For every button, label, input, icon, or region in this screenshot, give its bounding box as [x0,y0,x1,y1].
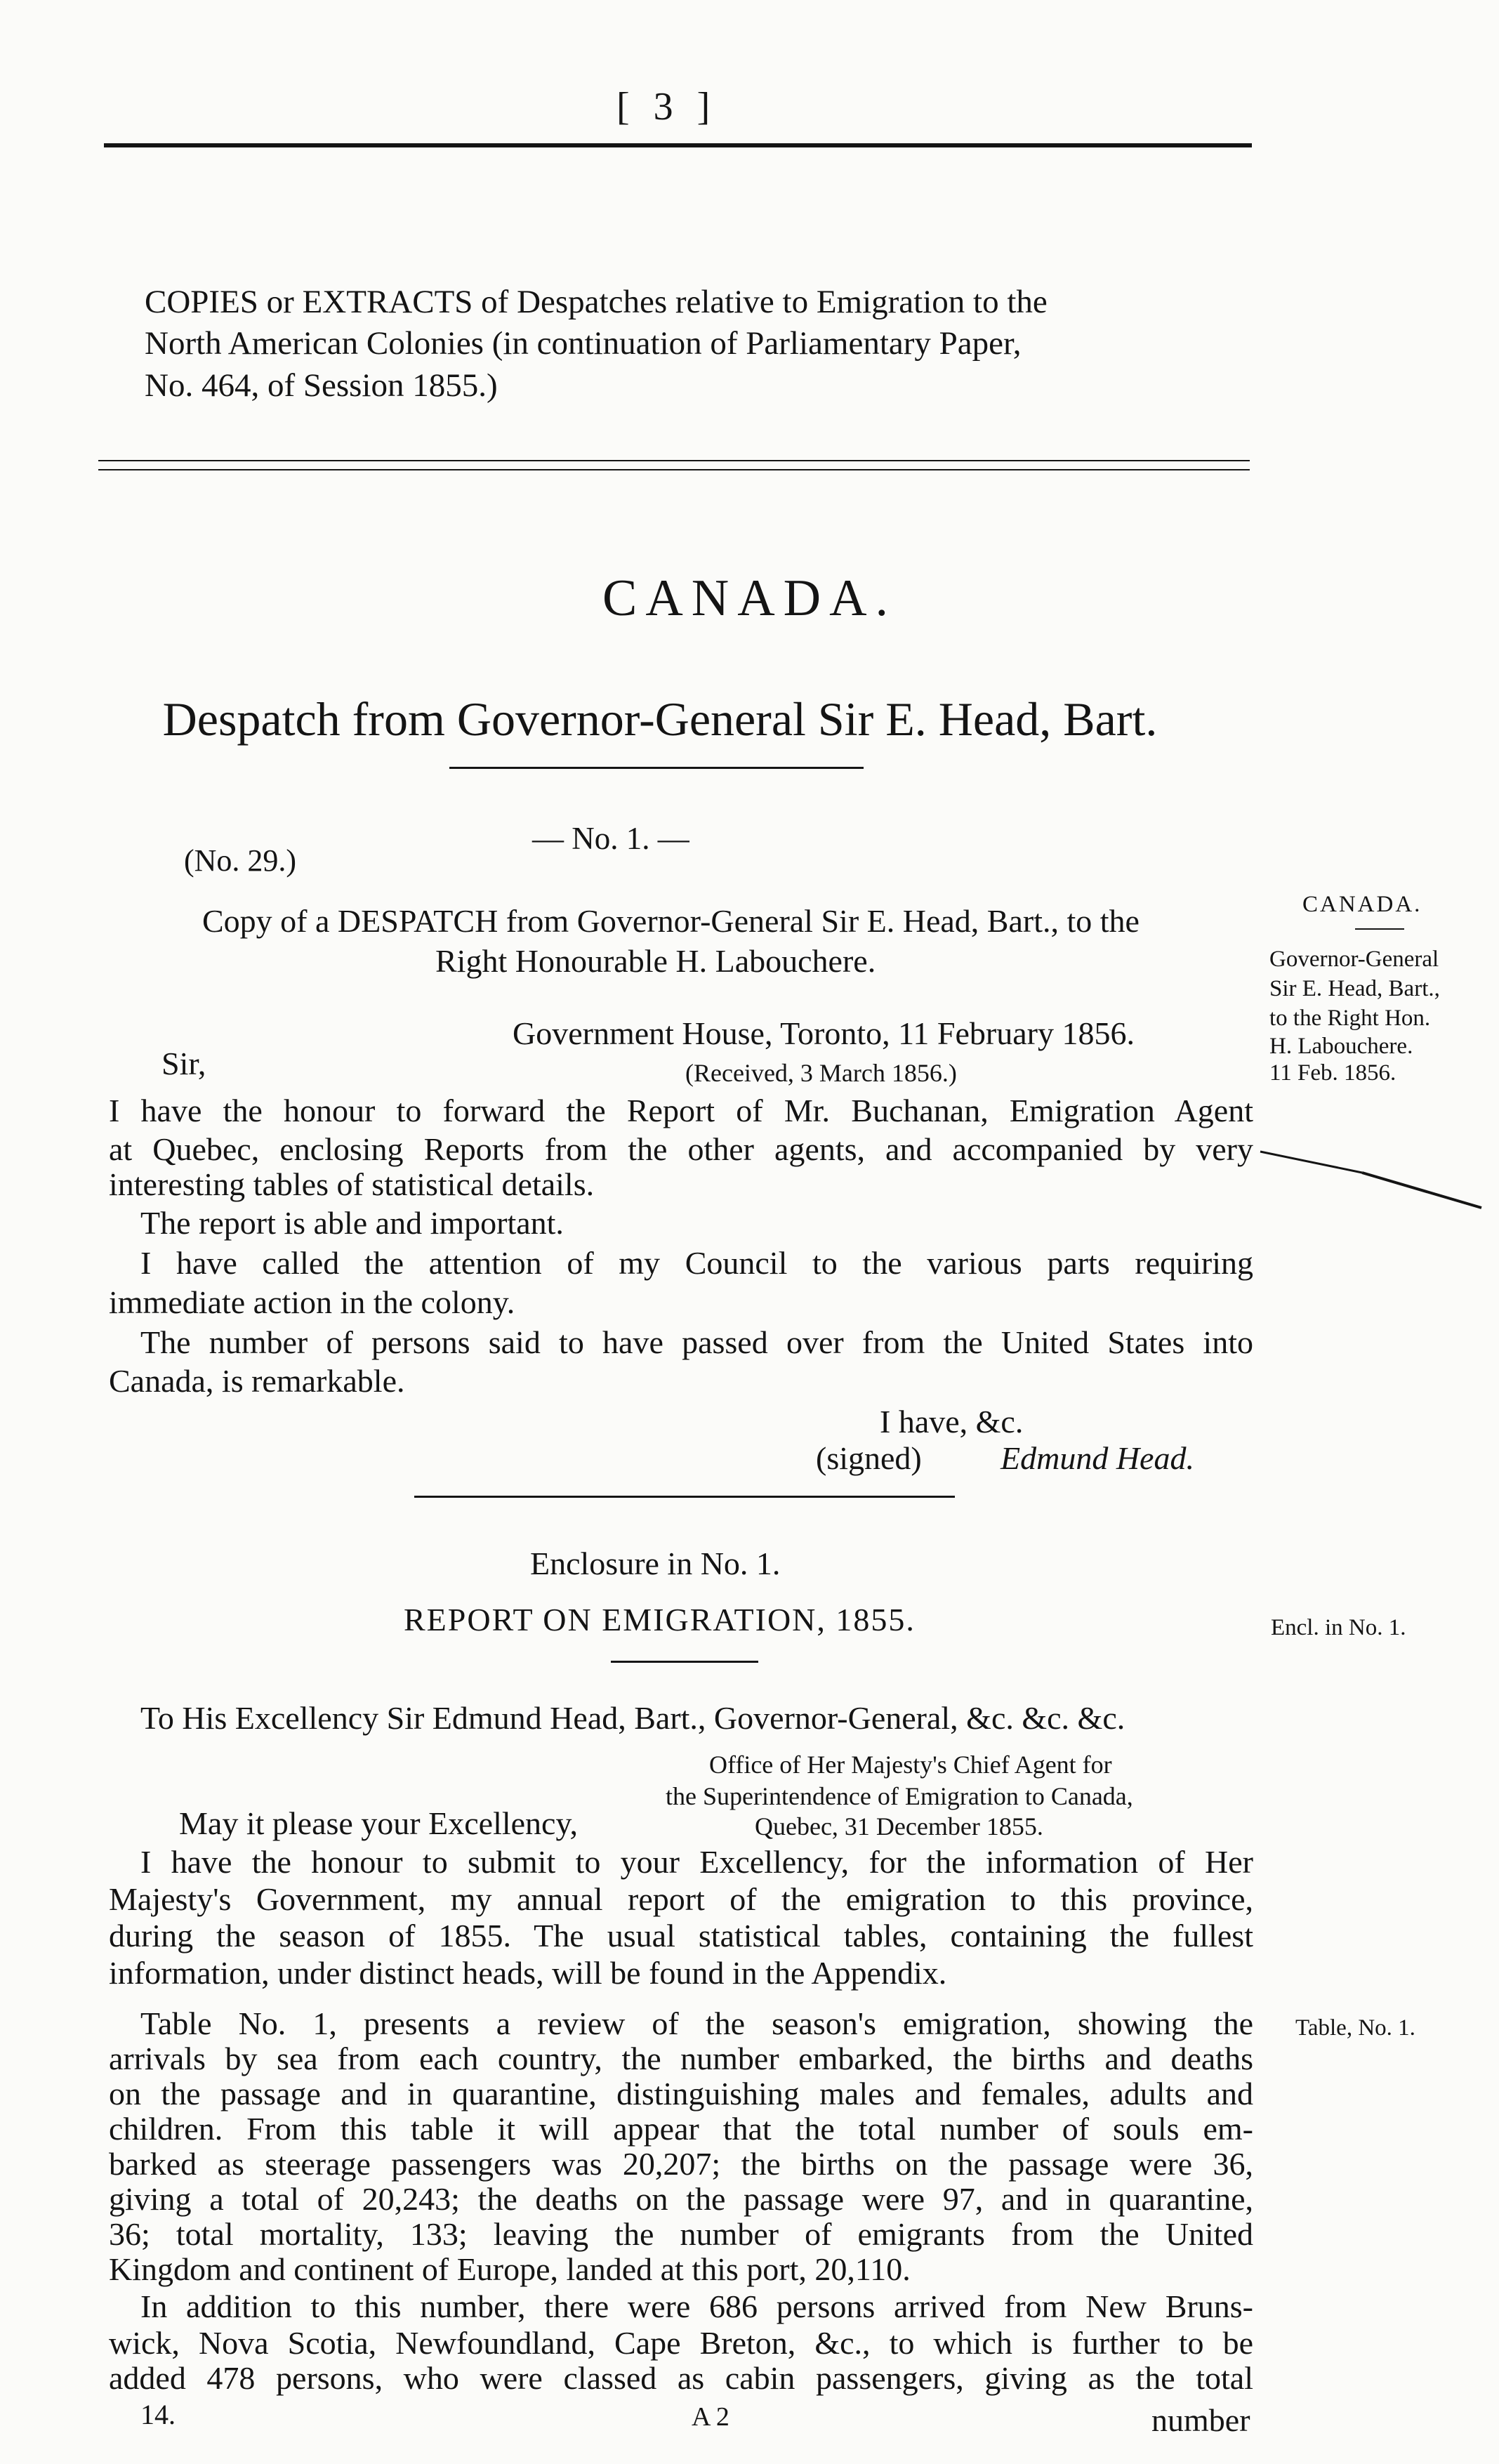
despatch-title: Despatch from Governor-General Sir E. Head, Bart. [162,692,1158,746]
short-rule-1 [449,767,864,769]
margin-line-1: Governor-General [1269,947,1439,972]
footer-signature-mark: A 2 [692,2402,729,2432]
report-para2-line1: Table No. 1, presents a review of the season's emigration, showing the [140,2005,1253,2041]
despatch-para3-line1: I have called the attention of my Council to the various parts requiring [140,1245,1253,1281]
despatch-para3-line2: immediate action in the colony. [109,1284,515,1320]
report-para2-line7: 36; total mortality, 133; leaving the number of emigrants from the United [109,2216,1253,2252]
report-para2-line8: Kingdom and continent of Europe, landed at this port, 20,110. [109,2251,911,2287]
report-para3-line1: In addition to this number, there were 686 persons arrived from New Bruns- [140,2288,1253,2324]
double-rule-bottom [98,469,1250,470]
copy-line-1: Copy of a DESPATCH from Governor-General Sir E. Head, Bart., to the [202,903,1140,939]
despatch-address: Government House, Toronto, 11 February 1856. [513,1015,1135,1051]
title-line-2: North American Colonies (in continuation of Parliamentary Paper, [145,325,1022,362]
report-para3-line2: wick, Nova Scotia, Newfoundland, Cape Breton, &c., to which is further to be [109,2325,1253,2361]
report-title: REPORT ON EMIGRATION, 1855. [404,1602,916,1638]
margin-table: Table, No. 1. [1295,2015,1415,2041]
despatch-received: (Received, 3 March 1856.) [685,1059,957,1087]
despatch-signature: Edmund Head. [1001,1440,1194,1476]
office-line-3: Quebec, 31 December 1855. [755,1812,1043,1840]
margin-heading-rule [1355,928,1404,930]
despatch-para1-line1: I have the honour to forward the Report of Mr. Buchanan, Emigration Agent [109,1093,1253,1128]
despatch-para1-line3: interesting tables of statistical details. [109,1166,595,1202]
double-rule-top [98,460,1250,461]
despatch-serial: (No. 29.) [184,843,297,878]
margin-line-5: 11 Feb. 1856. [1269,1060,1396,1086]
margin-heading: CANADA. [1302,892,1422,917]
enclosure-label: Enclosure in No. 1. [530,1546,781,1581]
report-para1-line2: Majesty's Government, my annual report of the emigration to this province, [109,1881,1253,1917]
short-rule-2 [414,1496,955,1498]
header-rule [104,143,1252,147]
report-para3-line3: added 478 persons, who were classed as cabin passengers, giving as the total [109,2360,1253,2396]
despatch-para1-line2: at Quebec, enclosing Reports from the other agents, and accompanied by very [109,1131,1253,1167]
office-line-2: the Superintendence of Emigration to Canada, [666,1782,1133,1810]
margin-bracket-line [1257,1138,1488,1215]
report-para1-line1: I have the honour to submit to your Excellency, for the information of Her [140,1844,1253,1880]
report-addressee: To His Excellency Sir Edmund Head, Bart., Governor-General, &c. &c. &c. [140,1700,1125,1736]
report-para2-line5: barked as steerage passengers was 20,207; the births on the passage were 36, [109,2146,1253,2182]
despatch-salutation: Sir, [161,1046,206,1081]
report-para2-line3: on the passage and in quarantine, distinguishing males and females, adults and [109,2076,1253,2111]
section-heading: CANADA. [602,569,897,627]
report-salutation: May it please your Excellency, [179,1805,578,1841]
despatch-para4-line2: Canada, is remarkable. [109,1363,405,1399]
office-line-1: Office of Her Majesty's Chief Agent for [709,1751,1112,1779]
report-para1-line4: information, under distinct heads, will be found in the Appendix. [109,1955,947,1991]
page-number: [ 3 ] [616,85,718,129]
despatch-para4-line1: The number of persons said to have passed over from the United States into [140,1324,1253,1360]
report-para2-line4: children. From this table it will appear that the total number of souls em- [109,2111,1253,2147]
despatch-signed: (signed) [816,1440,922,1476]
title-line-3: No. 464, of Session 1855.) [145,367,498,404]
despatch-closing: I have, &c. [880,1404,1024,1439]
margin-line-4: H. Labouchere. [1269,1034,1413,1059]
copy-line-2: Right Honourable H. Labouchere. [435,943,876,979]
margin-line-2: Sir E. Head, Bart., [1269,976,1440,1001]
margin-line-3: to the Right Hon. [1269,1006,1431,1031]
despatch-para2: The report is able and important. [140,1205,564,1241]
margin-encl: Encl. in No. 1. [1271,1615,1406,1640]
despatch-number: — No. 1. — [532,821,689,856]
report-para1-line3: during the season of 1855. The usual statistical tables, containing the fullest [109,1918,1253,1954]
title-line-1: COPIES or EXTRACTS of Despatches relative to Emigration to the [145,284,1048,320]
report-para2-line2: arrivals by sea from each country, the number embarked, the births and deaths [109,2041,1253,2076]
footer-catchword: number [1151,2402,1250,2438]
footer-left-number: 14. [140,2399,176,2430]
short-rule-3 [611,1661,758,1663]
report-para2-line6: giving a total of 20,243; the deaths on the passage were 97, and in quarantine, [109,2181,1253,2217]
